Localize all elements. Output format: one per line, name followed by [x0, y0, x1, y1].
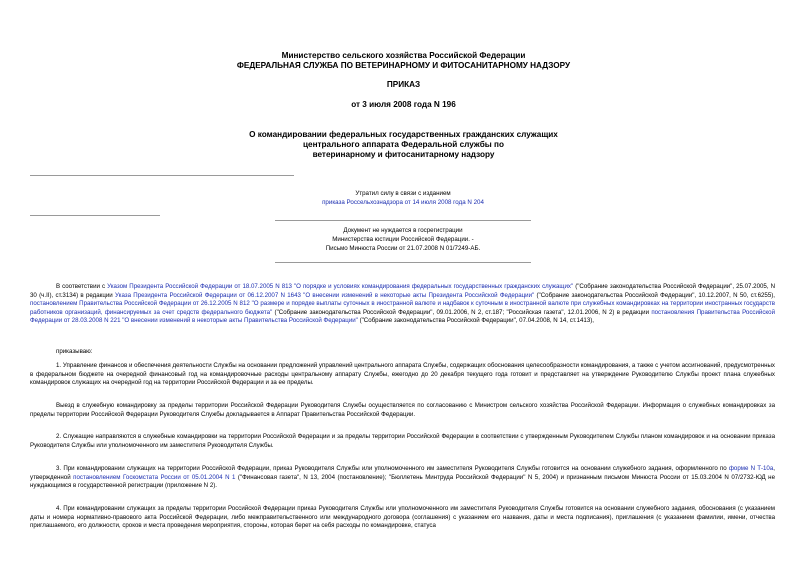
paragraph-3: 3. При командировании служащих на территории Российской Федерации, приказ Руководителя Службы или уполномоченного им заместителя Руководителя Службы готовится на основании служебного задания, оформленного по форме N Т-10а, утвержденной постановлением Госкомстата России от 05.01.2004 N 1 ("Финансовая газета", N 13, 2004 (постановление); "Бюллетень Минтруда Российской Федерации" N 5, 2004) и признанным письмом Минюста России от 15.03.2004 N 07/2732-ЮД не нуждающимся в государственной регистрации (приложение N 2). — [30, 465, 775, 489]
paragraph-1b: Выезд в служебную командировку за пределы территории Российской Федерации Руководителя Службы осуществляется по согласованию с Министром сельского хозяйства Российской Федерации. Информация о служебных командировках за пределы территории Российской Федерации Руководителя Службы докладывается в Аппарат Правительства Российской Федерации. — [30, 402, 775, 418]
document-date: от 3 июля 2008 года N 196 — [351, 100, 456, 109]
separator-rule — [275, 262, 531, 263]
paragraph-2: 2. Служащие направляются в служебные командировки на территории Российской Федерации и за пределы территории Российской Федерации в соответствии с утвержденным Руководителем Службы планом командировок и на основании приказа Руководителя Службы или уполномоченного им заместителя Руководителя Службы. — [30, 433, 775, 449]
registration-note-line-3: Письмо Минюста России от 21.07.2008 N 01/7249-АБ. — [325, 245, 481, 252]
repeal-order-link[interactable]: приказа Россельхознадзора от 14 июля 2008 года N 204 — [322, 199, 484, 206]
form-t10a-link[interactable]: форме N Т-10а — [728, 465, 774, 472]
preamble-paragraph: В соответствии с Указом Президента Российской Федерации от 18.07.2005 N 813 "О порядке и условиях командирования федеральных государственных гражданских служащих" ("Собрание законодательства Российской Федерации", 25.07.2005, N 30 (ч.II), ст.3134) в редакции Указа Президента Российской Федерации от 06.12.2007 N 1643 "О внесении изменений в некоторые акты Президента Российской Федерации" ("Собрание законодательства Российской Федерации", 10.12.2007, N 50, ст.6255), постановлением Правительства Российской Федерации от 26.12.2005 N 812 "О размере и порядке выплаты суточных в иностранной валюте и надбавок к суточным в иностранной валюте при служебных командировках на территории иностранных государств работников организаций, финансируемых за счет средств федерального бюджета" ("Собрание законодательства Российской Федерации", 09.01.2006, N 2, ст.187; "Российская газета", 12.01.2006, N 2) в редакции постановления Правительства Российской Федерации от 28.03.2008 N 221 "О внесении изменений в некоторые акты Правительства Российской Федерации" ("Собрание законодательства Российской Федерации", 07.04.2008, N 14, ст.1413), — [30, 283, 776, 324]
separator-rule — [30, 175, 294, 176]
paragraph-1: 1. Управление финансов и обеспечения деятельности Службы на основании предложений управлений центрального аппарата Службы, содержащих обоснования целесообразности командирования, а также с учетом ассигнований, предусмотренных в федеральном бюджете на очередной финансовый год на командировочные расходы центральному аппарату Службы, ежегодно до 20 декабря текущего года готовит и представляет на утверждение Руководителю Службы проект плана служебных командировок служащих на очередной год на территории Российской Федерации и за ее пределы. — [30, 362, 775, 386]
goskomstat-resolution-link[interactable]: постановлением Госкомстата России от 05.01.2004 N 1 — [73, 473, 236, 481]
status-note — [253, 199, 553, 208]
registration-note-line-2: Министерства юстиции Российской Федерации. - — [332, 236, 474, 243]
document-type: ПРИКАЗ — [386, 80, 421, 89]
ministry-name: Министерство сельского хозяйства Российской Федерации — [281, 51, 526, 60]
presidential-decree-1643-link[interactable]: Указа Президента Российской Федерации от 06.12.2007 N 1643 "О внесении изменений в некоторые акты Президента Российской Федерации" — [115, 291, 535, 299]
order-word: приказываю: — [56, 348, 93, 355]
document-title-line-3: ветеринарному и фитосанитарному надзору — [312, 150, 495, 159]
document-title-line-2: центрального аппарата Федеральной службы по — [303, 140, 504, 149]
service-name: ФЕДЕРАЛЬНАЯ СЛУЖБА ПО ВЕТЕРИНАРНОМУ И ФИТОСАНИТАРНОМУ НАДЗОРУ — [236, 61, 571, 70]
status-note-text: Утратил силу в связи с изданием — [355, 190, 451, 197]
document-title-line-1: О командировании федеральных государственных гражданских служащих — [249, 130, 558, 139]
paragraph-4: 4. При командировании служащих за пределы территории Российской Федерации приказ Руководителя Службы или уполномоченного им заместителя Руководителя Службы готовится на основании служебного задания, обоснования (с указанием даты и номера нормативно-правового акта Российской Федерации, либо межправительственного или международного договора (соглашения) с указанием его названия, даты и места подписания), приглашения (с указанием фамилии, имени, отчества приглашаемого, его должности, сроков и места проведения мероприятия, стороны, которая берет на себя расходы по командировке, статуса — [30, 505, 775, 529]
government-resolution-812-link[interactable]: постановлением Правительства Российской Федерации от 26.12.2005 N 812 "О размере и порядке выплаты суточных в иностранной валюте и надбавок к суточным в иностранной валюте при служебных командировках на территории иностранных государств работников организаций, финансируемых за счет средств федерального бюджета" — [30, 300, 775, 316]
separator-rule — [275, 220, 531, 221]
government-resolution-221-link[interactable]: постановления Правительства Российской Федерации от 28.03.2008 N 221 "О внесении изменений в некоторые акты Правительства Российской Федерации" — [30, 308, 775, 324]
presidential-decree-813-link[interactable]: Указом Президента Российской Федерации от 18.07.2005 N 813 "О порядке и условиях командирования федеральных государственных гражданских служащих" — [107, 283, 574, 290]
registration-note-line-1: Документ не нуждается в госрегистрации — [343, 227, 463, 234]
separator-rule — [30, 215, 160, 216]
